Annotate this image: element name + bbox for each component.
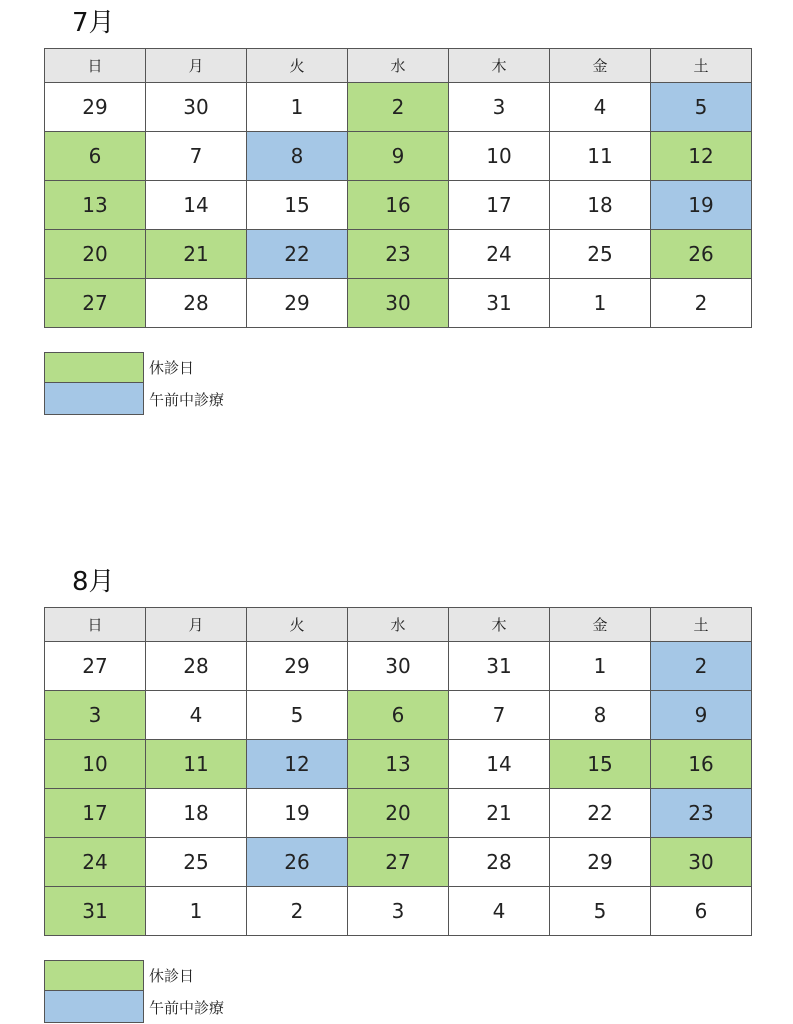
day-cell: 29: [550, 838, 651, 887]
day-cell: 15: [550, 740, 651, 789]
day-cell: 25: [146, 838, 247, 887]
legend-item-closed: [44, 959, 224, 991]
weekday-sun: 日: [45, 49, 146, 83]
day-cell: 12: [247, 740, 348, 789]
day-cell: 3: [449, 83, 550, 132]
day-cell: 5: [247, 691, 348, 740]
month-title: 8月: [72, 567, 115, 597]
day-cell: 4: [146, 691, 247, 740]
day-cell: 6: [348, 691, 449, 740]
day-cell: 31: [45, 887, 146, 936]
day-cell: 8: [247, 132, 348, 181]
weekday-mon: 月: [146, 49, 247, 83]
weekday-mon: 月: [146, 608, 247, 642]
weekday-tue: 火: [247, 49, 348, 83]
weekday-tue: 火: [247, 608, 348, 642]
week-row: [45, 740, 752, 789]
day-cell: 16: [651, 740, 752, 789]
day-cell: 2: [247, 887, 348, 936]
day-cell: 10: [45, 740, 146, 789]
day-cell: 6: [45, 132, 146, 181]
day-cell: 26: [247, 838, 348, 887]
day-cell: 24: [45, 838, 146, 887]
legend-swatch-am-only: [44, 383, 144, 415]
day-cell: 8: [550, 691, 651, 740]
day-cell: 23: [348, 230, 449, 279]
day-cell: 14: [449, 740, 550, 789]
week-row: [45, 83, 752, 132]
week-row: [45, 642, 752, 691]
day-cell: 1: [146, 887, 247, 936]
legend-swatch-am-only: [44, 991, 144, 1023]
day-cell: 17: [449, 181, 550, 230]
day-cell: 13: [348, 740, 449, 789]
day-cell: 22: [550, 789, 651, 838]
day-cell: 2: [651, 279, 752, 328]
weekday-header-row: [45, 608, 752, 642]
day-cell: 9: [348, 132, 449, 181]
legend-label-closed: 休診日: [149, 358, 195, 377]
day-cell: 10: [449, 132, 550, 181]
day-cell: 2: [348, 83, 449, 132]
day-cell: 27: [348, 838, 449, 887]
day-cell: 29: [247, 279, 348, 328]
weekday-wed: 水: [348, 608, 449, 642]
day-cell: 28: [449, 838, 550, 887]
day-cell: 1: [247, 83, 348, 132]
month-title: 7月: [72, 8, 115, 38]
weekday-sat: 土: [651, 608, 752, 642]
day-cell: 21: [146, 230, 247, 279]
weekday-thu: 木: [449, 608, 550, 642]
calendar-table: [44, 48, 752, 328]
weekday-sat: 土: [651, 49, 752, 83]
day-cell: 2: [651, 642, 752, 691]
weekday-header-row: [45, 49, 752, 83]
day-cell: 3: [348, 887, 449, 936]
day-cell: 11: [146, 740, 247, 789]
day-cell: 29: [45, 83, 146, 132]
day-cell: 1: [550, 279, 651, 328]
day-cell: 29: [247, 642, 348, 691]
week-row: [45, 181, 752, 230]
day-cell: 30: [348, 642, 449, 691]
day-cell: 30: [651, 838, 752, 887]
day-cell: 16: [348, 181, 449, 230]
day-cell: 24: [449, 230, 550, 279]
day-cell: 23: [651, 789, 752, 838]
day-cell: 28: [146, 642, 247, 691]
day-cell: 6: [651, 887, 752, 936]
weekday-sun: 日: [45, 608, 146, 642]
legend-swatch-closed: [44, 960, 144, 991]
legend-item-am-only: [44, 383, 224, 415]
day-cell: 27: [45, 642, 146, 691]
day-cell: 4: [449, 887, 550, 936]
day-cell: 9: [651, 691, 752, 740]
week-row: [45, 838, 752, 887]
legend-item-closed: [44, 351, 224, 383]
day-cell: 28: [146, 279, 247, 328]
day-cell: 7: [449, 691, 550, 740]
day-cell: 4: [550, 83, 651, 132]
week-row: [45, 132, 752, 181]
day-cell: 3: [45, 691, 146, 740]
legend-label-am-only: 午前中診療: [149, 998, 225, 1017]
day-cell: 5: [651, 83, 752, 132]
day-cell: 7: [146, 132, 247, 181]
calendar-table: [44, 607, 752, 936]
day-cell: 30: [348, 279, 449, 328]
day-cell: 1: [550, 642, 651, 691]
day-cell: 15: [247, 181, 348, 230]
day-cell: 19: [651, 181, 752, 230]
day-cell: 20: [348, 789, 449, 838]
day-cell: 18: [146, 789, 247, 838]
day-cell: 11: [550, 132, 651, 181]
legend-swatch-closed: [44, 352, 144, 383]
day-cell: 31: [449, 642, 550, 691]
day-cell: 30: [146, 83, 247, 132]
day-cell: 18: [550, 181, 651, 230]
day-cell: 25: [550, 230, 651, 279]
day-cell: 26: [651, 230, 752, 279]
day-cell: 13: [45, 181, 146, 230]
day-cell: 5: [550, 887, 651, 936]
weekday-thu: 木: [449, 49, 550, 83]
week-row: [45, 279, 752, 328]
day-cell: 14: [146, 181, 247, 230]
day-cell: 31: [449, 279, 550, 328]
week-row: [45, 691, 752, 740]
day-cell: 22: [247, 230, 348, 279]
legend: [44, 959, 224, 1023]
legend-item-am-only: [44, 991, 224, 1023]
week-row: [45, 789, 752, 838]
legend: [44, 351, 224, 415]
week-row: [45, 887, 752, 936]
day-cell: 27: [45, 279, 146, 328]
legend-label-am-only: 午前中診療: [149, 390, 225, 409]
day-cell: 19: [247, 789, 348, 838]
day-cell: 17: [45, 789, 146, 838]
week-row: [45, 230, 752, 279]
legend-label-closed: 休診日: [149, 966, 195, 985]
weekday-wed: 水: [348, 49, 449, 83]
day-cell: 12: [651, 132, 752, 181]
day-cell: 20: [45, 230, 146, 279]
weekday-fri: 金: [550, 608, 651, 642]
weekday-fri: 金: [550, 49, 651, 83]
day-cell: 21: [449, 789, 550, 838]
